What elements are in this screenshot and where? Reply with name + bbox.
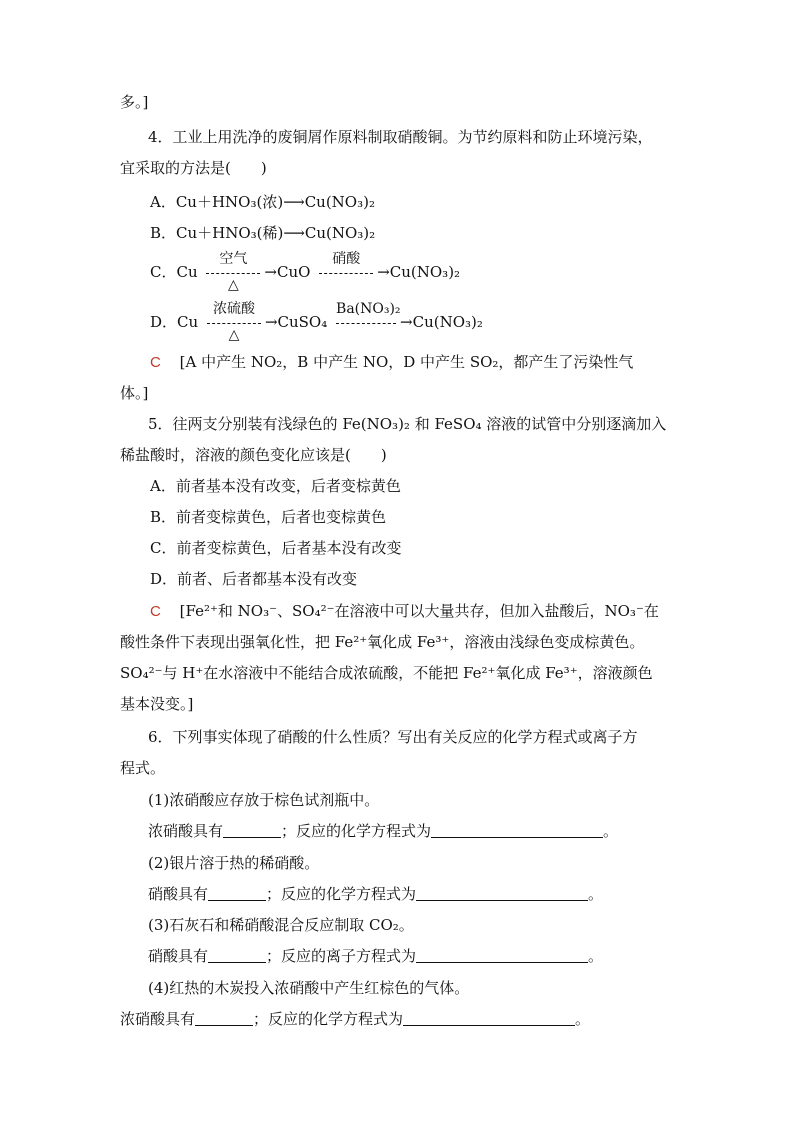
text: SO₄²⁻与 H⁺在水溶液中不能结合成浓硫酸，不能把 Fe²⁺氧化成 Fe³⁺，溶液颜色 [120, 664, 653, 682]
text: 。 [603, 822, 619, 840]
text: 。 [588, 885, 604, 903]
condition-bottom: △ [228, 327, 240, 343]
fill-line [148, 821, 618, 841]
reaction-arrow [207, 301, 261, 343]
text: [Fe²⁺和 NO₃⁻、SO₄²⁻在溶液中可以大量共存，但加入盐酸后，NO₃⁻在 [179, 602, 659, 620]
text: A．Cu＋HNO₃(浓)⟶Cu(NO₃)₂ [150, 193, 375, 211]
text: C．前者变棕黄色，后者基本没有改变 [150, 539, 402, 557]
condition-top: 硝酸 [332, 251, 361, 267]
text: (1)浓硝酸应存放于棕色试剂瓶中。 [148, 791, 380, 809]
answer-blank[interactable] [403, 1011, 575, 1026]
text: ；反应的化学方程式为 [266, 885, 417, 903]
answer-letter: C [150, 603, 161, 620]
question-6-stem [148, 727, 638, 747]
text: →Cu(NO₃)₂ [377, 263, 461, 281]
answer-4 [150, 352, 633, 373]
text: C．Cu [150, 263, 198, 281]
text: 基本没变。] [120, 695, 194, 713]
text: (4)红热的木炭投入浓硝酸中产生红棕色的气体。 [148, 979, 470, 997]
option-d [150, 301, 483, 343]
text: →CuO [264, 263, 311, 281]
text: ；反应的化学方程式为 [253, 1010, 404, 1028]
text: 浓硝酸具有 [148, 822, 224, 840]
answer-blank[interactable] [431, 823, 603, 838]
fill-line [148, 884, 603, 904]
condition-top: 浓硫酸 [212, 301, 255, 317]
text: 稀盐酸时，溶液的颜色变化应该是( ) [120, 446, 387, 464]
text: 4．工业上用洗净的废铜屑作原料制取硝酸铜。为节约原料和防止环境污染， [148, 128, 653, 146]
answer-blank[interactable] [223, 823, 281, 838]
text: 5．往两支分别装有浅绿色的 Fe(NO₃)₂ 和 FeSO₄ 溶液的试管中分别逐滴加入 [148, 415, 667, 433]
text-line [120, 758, 165, 778]
answer-blank[interactable] [208, 948, 266, 963]
text: 宜采取的方法是( ) [120, 159, 267, 177]
fill-line [148, 946, 603, 966]
text: 多。] [120, 93, 149, 111]
sub-question-4 [148, 978, 469, 998]
text: [A 中产生 NO₂，B 中产生 NO，D 中产生 SO₂，都产生了污染性气 [179, 353, 634, 371]
text: 6．下列事实体现了硝酸的什么性质？写出有关反应的化学方程式或离子方 [148, 728, 638, 746]
text: A．前者基本没有改变，后者变棕黄色 [150, 477, 401, 495]
text: 。 [588, 947, 604, 965]
text: B．Cu＋HNO₃(稀)⟶Cu(NO₃)₂ [150, 224, 376, 242]
option-b [150, 223, 375, 243]
text-line [120, 92, 148, 112]
question-5-stem [148, 414, 666, 434]
question-4-stem [148, 127, 653, 147]
text: 。 [575, 1010, 591, 1028]
answer-blank[interactable] [195, 1011, 253, 1026]
text-line [120, 383, 148, 403]
option-b [150, 507, 386, 527]
condition-top: 空气 [219, 251, 248, 267]
option-c [150, 538, 401, 558]
text: →Cu(NO₃)₂ [400, 313, 483, 331]
text-line [120, 158, 267, 178]
arrow-line [206, 273, 260, 274]
condition-bottom: △ [228, 277, 239, 293]
text: 硝酸具有 [148, 885, 209, 903]
answer-letter: C [150, 354, 161, 371]
option-a [150, 476, 401, 496]
reaction-arrow [206, 251, 260, 293]
option-d [150, 569, 357, 589]
text-line [120, 663, 653, 683]
text: D．Cu [150, 313, 199, 331]
answer-blank[interactable] [208, 886, 266, 901]
condition-top: Ba(NO₃)₂ [336, 301, 401, 317]
text: (3)石灰石和稀硝酸混合反应制取 CO₂。 [148, 916, 414, 934]
text: D．前者、后者都基本没有改变 [150, 570, 358, 588]
sub-question-2 [148, 853, 319, 873]
sub-question-3 [148, 915, 414, 935]
reaction-arrow [336, 301, 401, 333]
option-c [150, 251, 461, 293]
option-a [150, 192, 375, 212]
text: 硝酸具有 [148, 947, 209, 965]
reaction-arrow [319, 251, 373, 283]
sub-question-1 [148, 790, 379, 810]
text-line [120, 694, 193, 714]
text: 酸性条件下表现出强氧化性，把 Fe²⁺氧化成 Fe³⁺，溶液由浅绿色变成棕黄色。 [120, 633, 645, 651]
answer-blank[interactable] [416, 886, 588, 901]
arrow-line [319, 273, 373, 274]
answer-5 [150, 601, 659, 622]
text: 体。] [120, 384, 149, 402]
text: →CuSO₄ [264, 313, 328, 331]
text: 浓硝酸具有 [120, 1010, 196, 1028]
answer-blank[interactable] [416, 948, 588, 963]
fill-line [120, 1009, 590, 1029]
text-line [120, 632, 644, 652]
text: B．前者变棕黄色，后者也变棕黄色 [150, 508, 387, 526]
arrow-line [336, 323, 396, 324]
text: ；反应的离子方程式为 [266, 947, 417, 965]
text: 程式。 [120, 759, 166, 777]
text-line [120, 445, 387, 465]
text: ；反应的化学方程式为 [281, 822, 432, 840]
text: (2)银片溶于热的稀硝酸。 [148, 854, 320, 872]
arrow-line [207, 323, 261, 324]
